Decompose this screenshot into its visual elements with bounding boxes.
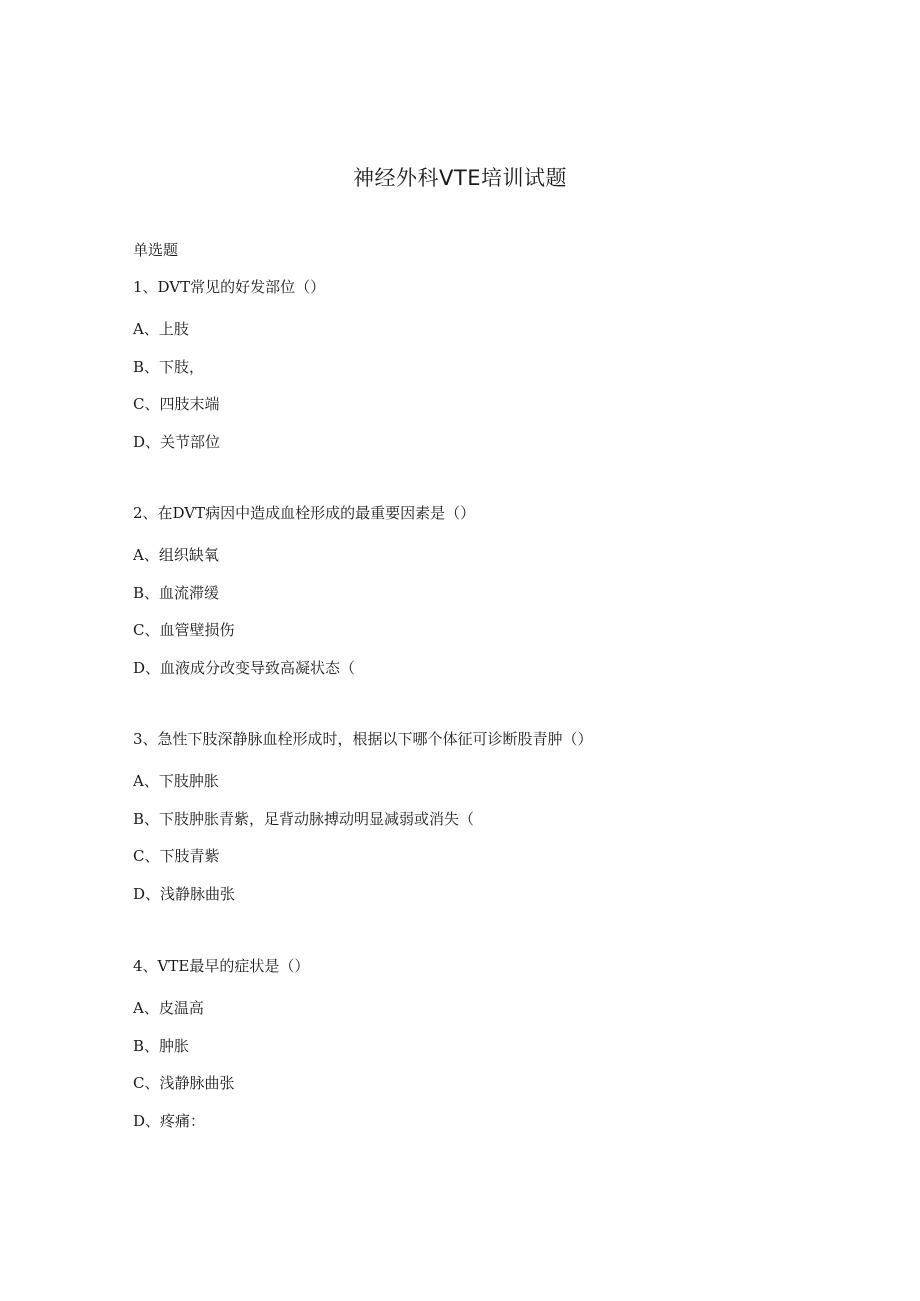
option-b: B、下肢肿胀青紫，足背动脉搏动明显减弱或消失（	[133, 809, 475, 828]
option-c: C、浅静脉曲张	[133, 1074, 235, 1092]
option-d: D、浅静脉曲张	[133, 884, 236, 903]
option-b: B、下肢，	[133, 357, 205, 376]
option-d: D、血液成分改变导致高凝状态（	[133, 658, 356, 677]
question-stem: 4、VTE最早的症状是（）	[133, 957, 310, 975]
option-a: A、组织缺氧	[133, 546, 219, 564]
question-4	[133, 954, 853, 1146]
question-stem: 2、在DVT病因中造成血栓形成的最重要因素是（）	[133, 504, 476, 522]
option-c: C、下肢青紫	[133, 847, 220, 865]
document-title: 神经外科VTE培训试题	[353, 166, 567, 190]
option-a: A、下肢肿胀	[133, 772, 219, 790]
question-1	[133, 275, 853, 467]
question-3	[133, 727, 853, 919]
option-d: D、疼痛：	[133, 1111, 206, 1130]
question-stem: 3、急性下肢深静脉血栓形成时，根据以下哪个体征可诊断股青肿（）	[133, 730, 593, 748]
option-a: A、皮温高	[133, 999, 204, 1017]
option-d: D、关节部位	[133, 432, 221, 451]
option-b: B、肿胀	[133, 1036, 190, 1055]
option-b: B、血流滞缓	[133, 583, 220, 602]
option-c: C、血管壁损伤	[133, 621, 235, 639]
section-label: 单选题	[133, 241, 179, 259]
option-c: C、四肢末端	[133, 395, 220, 413]
question-stem: 1、DVT常见的好发部位（）	[133, 278, 326, 296]
question-2	[133, 501, 853, 693]
option-a: A、上肢	[133, 320, 189, 338]
